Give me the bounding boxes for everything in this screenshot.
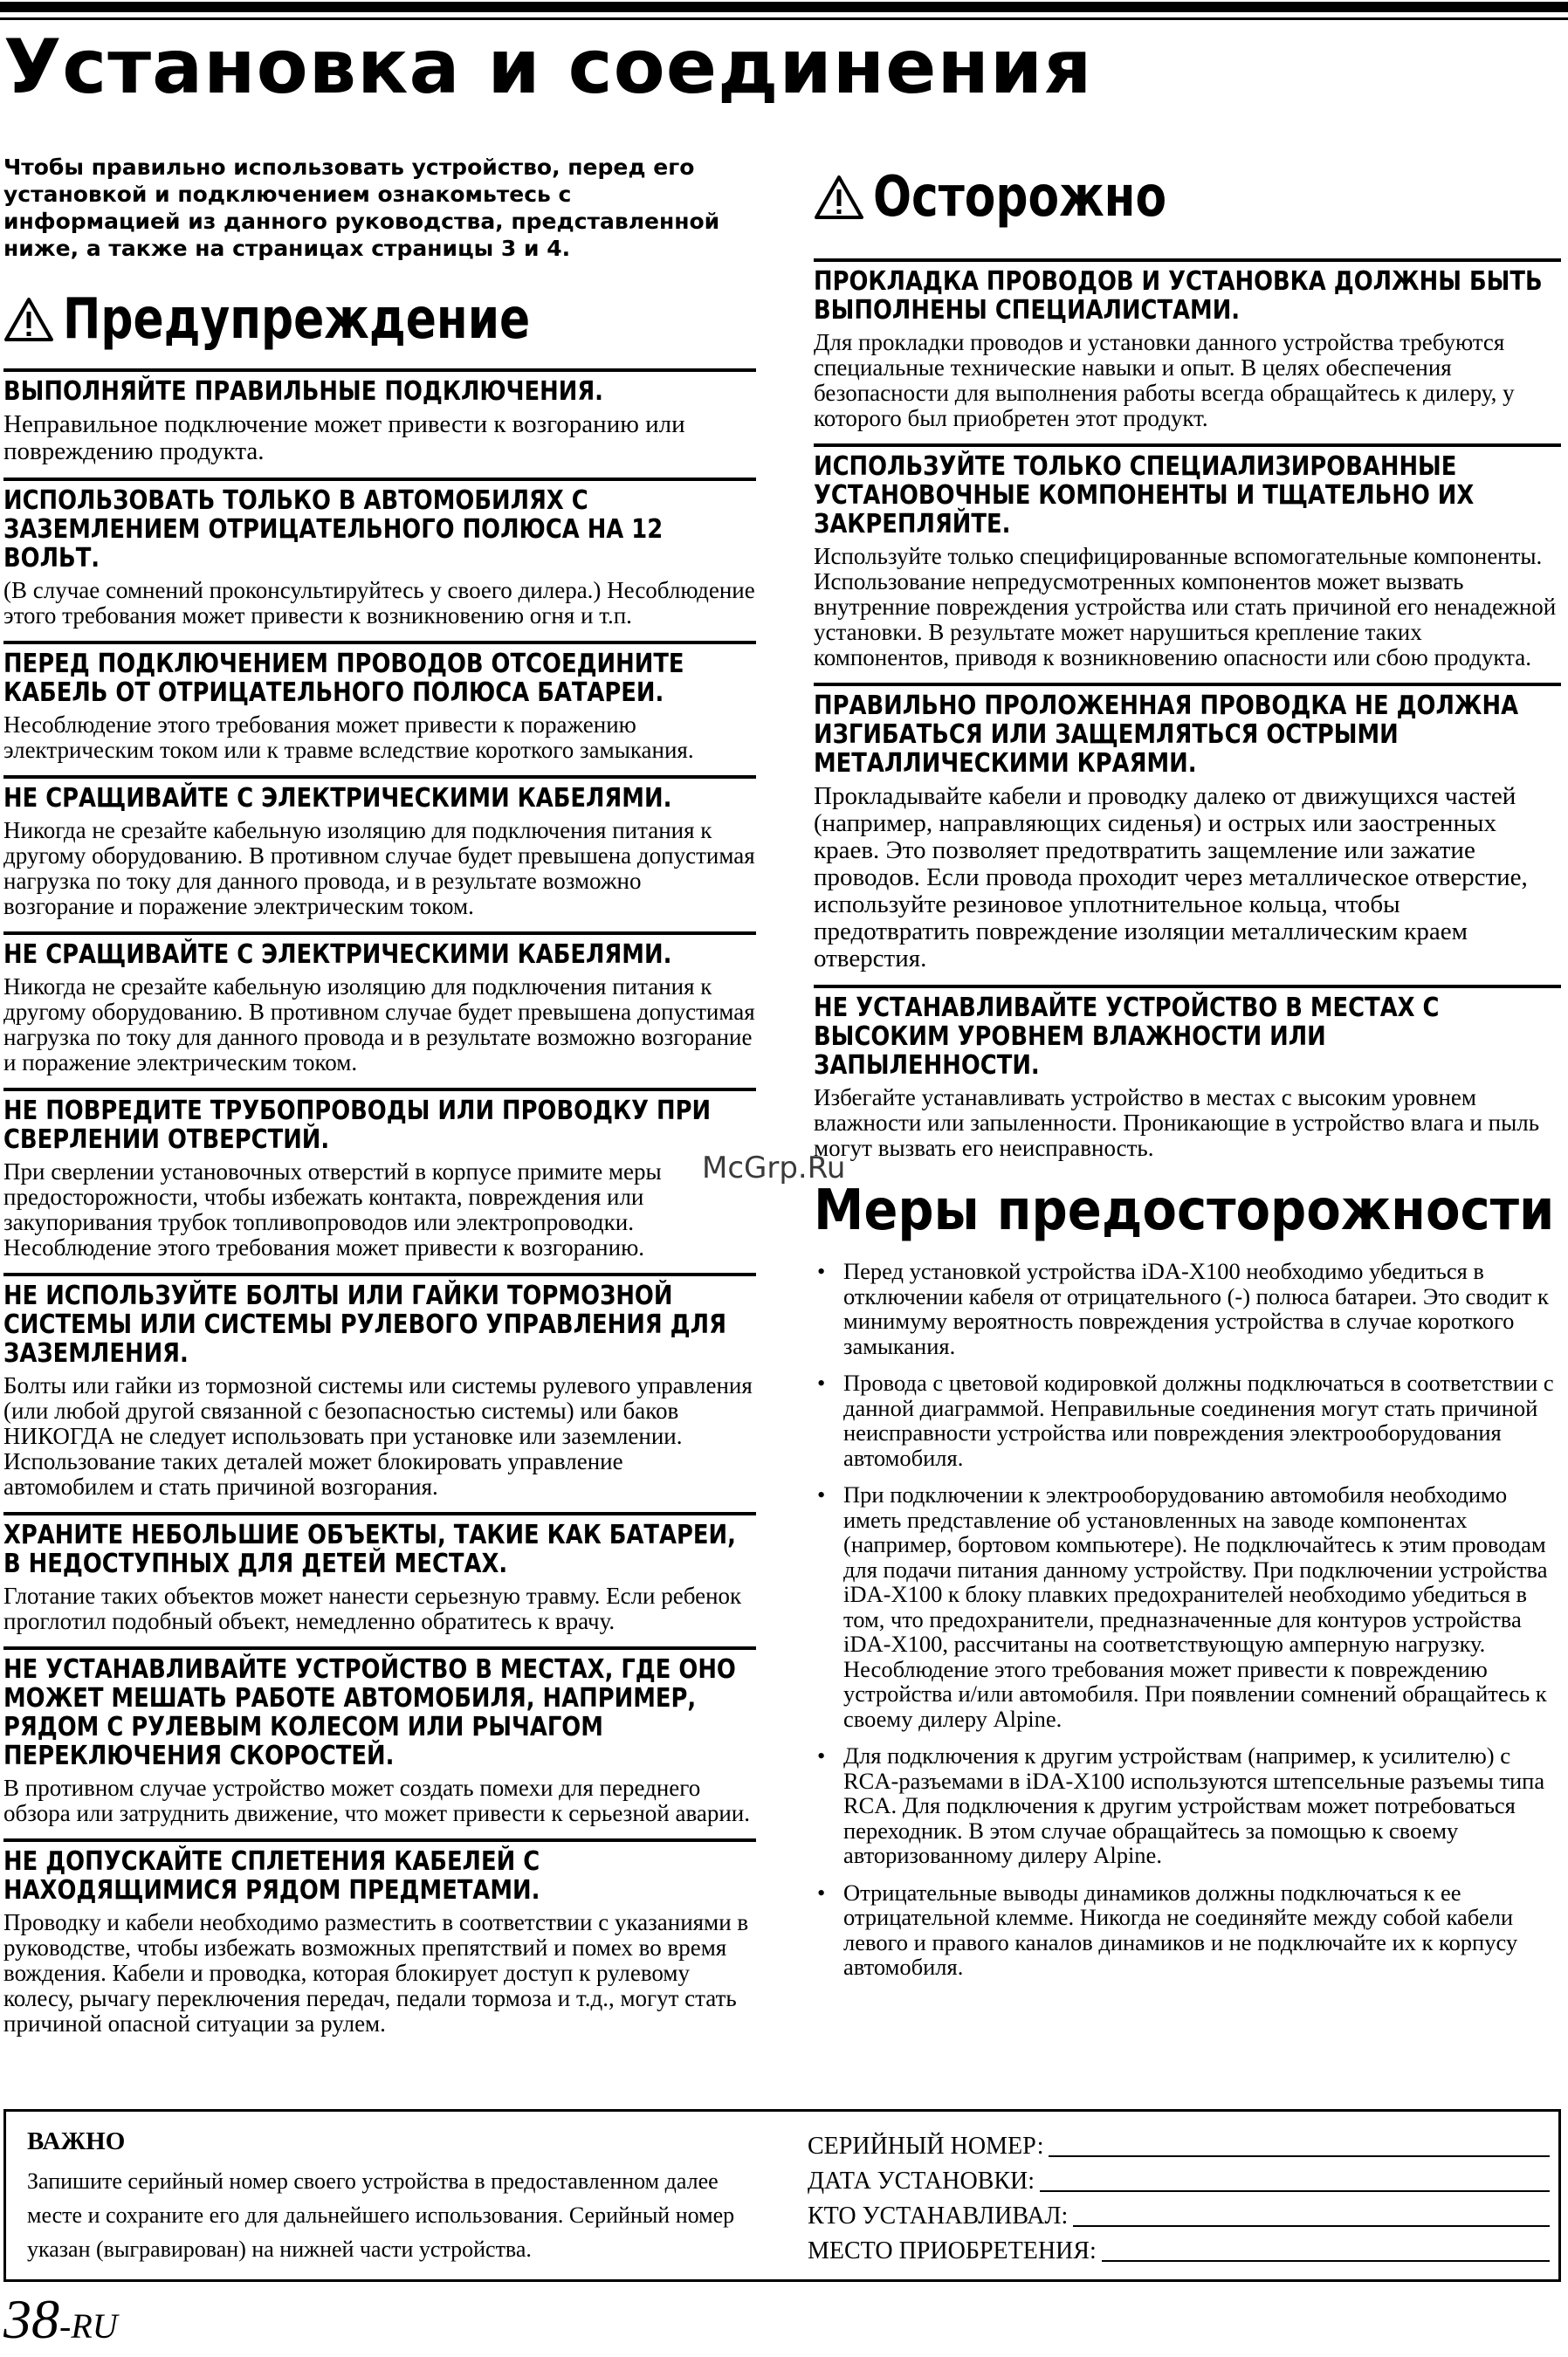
write-line: [1102, 2236, 1550, 2262]
notice-title: НЕ УСТАНАВЛИВАЙТЕ УСТРОЙСТВО В МЕСТАХ, ГДЕ ОНО МОЖЕТ МЕШАТЬ РАБОТЕ АВТОМОБИЛЯ, НАПРИМЕР, РЯДОМ С РУЛЕВЫМ КОЛЕСОМ ИЛИ РЫЧАГОМ ПЕРЕКЛЮЧЕНИЯ СКОРОСТЕЙ.: [3, 1654, 736, 1771]
important-text: Запишите серийный номер своего устройства в предоставленном далее месте и сохраните его для дальнейшего использования. Серийный номер указан (выгравирован) на нижней части устройства.: [27, 2168, 735, 2262]
notice-text: Болты или гайки из тормозной системы или системы рулевого управления (или любой другой связанной с безопасностью системы) или баков НИКОГДА не следует использовать при установке или заземлении. Использование таких деталей может блокировать управление автомобилем и стать причиной возгорания.: [3, 1372, 753, 1500]
field-label: МЕСТО ПРИОБРЕТЕНИЯ:: [808, 2237, 1097, 2264]
notice-text: Глотание таких объектов может нанести серьезную травму. Если ребенок проглотил подобный объект, немедленно обратитесь к врачу.: [3, 1583, 742, 1634]
notice-block: [3, 1273, 756, 1500]
notice-block: [3, 478, 756, 629]
write-line: [1073, 2201, 1550, 2227]
notice-title: ХРАНИТЕ НЕБОЛЬШИЕ ОБЪЕКТЫ, ТАКИЕ КАК БАТАРЕИ, В НЕДОСТУПНЫХ ДЛЯ ДЕТЕЙ МЕСТАХ.: [3, 1520, 736, 1579]
list-item: • Отрицательные выводы динамиков должны подключаться к ее отрицательной клемме. Никогда не соединяйте между собой кабели левого и правого каналов динамиков и не подключайте их к корпусу автомобиля.: [814, 1880, 1561, 1980]
intro-text: Чтобы правильно использовать устройство, перед его установкой и подключением ознакомьтесь с информацией из данного руководства, представленной ниже, а также на страницах страницы 3 и 4.: [3, 155, 720, 261]
warning-triangle-icon: [3, 297, 54, 342]
notice-title: ПРАВИЛЬНО ПРОЛОЖЕННАЯ ПРОВОДКА НЕ ДОЛЖНА ИЗГИБАТЬСЯ ИЛИ ЗАЩЕМЛЯТЬСЯ ОСТРЫМИ МЕТАЛЛИЧЕСКИМИ КРАЯМИ.: [814, 691, 1519, 779]
important-box: [3, 2109, 1561, 2282]
notice-title: ИСПОЛЬЗОВАТЬ ТОЛЬКО В АВТОМОБИЛЯХ С ЗАЗЕМЛЕНИЕМ ОТРИЦАТЕЛЬНОГО ПОЛЮСА НА 12 ВОЛЬТ.: [3, 485, 664, 574]
warning-list: [3, 368, 756, 2037]
notice-title: НЕ ДОПУСКАЙТЕ СПЛЕТЕНИЯ КАБЕЛЕЙ С НАХОДЯЩИМИСЯ РЯДОМ ПРЕДМЕТАМИ.: [3, 1846, 540, 1906]
notice-block: [3, 1646, 756, 1826]
notice-block: [3, 641, 756, 763]
caution-triangle-icon: [814, 175, 864, 220]
notice-block: [3, 775, 756, 919]
notice-title: НЕ СРАЩИВАЙТЕ С ЭЛЕКТРИЧЕСКИМИ КАБЕЛЯМИ.: [3, 783, 672, 814]
install-date-field[interactable]: [808, 2164, 1550, 2199]
notice-block: [3, 368, 756, 465]
measures-heading: Меры предосторожности: [814, 1178, 1555, 1243]
notice-title: ВЫПОЛНЯЙТЕ ПРАВИЛЬНЫЕ ПОДКЛЮЧЕНИЯ.: [3, 376, 603, 407]
registration-fields: [808, 2129, 1550, 2269]
field-label: ДАТА УСТАНОВКИ:: [808, 2168, 1035, 2195]
notice-text: Проводку и кабели необходимо разместить в соответствии с указаниями в руководстве, чтобы избежать возможных препятствий и помех во время вождения. Кабели и проводка, которая блокирует доступ к рулевому колесу, рычагу переключения передач, педали тормоза и т.д., могут стать причиной опасной ситуации за рулем.: [3, 1909, 749, 2037]
notice-text: Прокладывайте кабели и проводку далеко от движущихся частей (например, направляющих сиденья) и острых или заостренных краев. Это позволяет предотвратить защемление или зажатие проводов. Если провода проходит через металлическое отверстие, используйте резиновое уплотнительное кольца, чтобы предотвратить повреждение изоляции металлическим краем отверстия.: [814, 782, 1528, 972]
list-item: • При подключении к электрооборудованию автомобиля необходимо иметь представление об установленных на заводе компонентах (например, бортовом компьютере). Не подключайтесь к этим проводам для подачи питания данному устройству. При подключении устройства iDA-X100 к блоку плавких предохранителей необходимо убедиться в том, что предохранители, предназначенные для контуров устройства iDA-X100, рассчитаны на соответствующую амперную нагрузку. Несоблюдение этого требования может привести к повреждению устройства и/или автомобиля. При появлении сомнений обращайтесь к своему дилеру Alpine.: [814, 1482, 1561, 1731]
list-item: • Провода с цветовой кодировкой должны подключаться в соответствии с данной диаграммой. Неправильные соединения могут стать причиной неисправности устройства или повреждения электрооборудования автомобиля.: [814, 1371, 1561, 1470]
left-column: [3, 150, 756, 2049]
write-line: [1049, 2131, 1550, 2157]
notice-title: НЕ СРАЩИВАЙТЕ С ЭЛЕКТРИЧЕСКИМИ КАБЕЛЯМИ.: [3, 939, 672, 970]
notice-title: ПРОКЛАДКА ПРОВОДОВ И УСТАНОВКА ДОЛЖНЫ БЫТЬ ВЫПОЛНЕНЫ СПЕЦИАЛИСТАМИ.: [814, 266, 1543, 326]
field-label: КТО УСТАНАВЛИВАЛ:: [808, 2202, 1069, 2230]
notice-text: Избегайте устанавливать устройство в местах с высоким уровнем влажности или запыленности. Проникающие в устройство влага и пыль могут вызвать его неисправность.: [814, 1084, 1540, 1161]
notice-text: Несоблюдение этого требования может привести к поражению электрическим током или к травме вследствие короткого замыкания.: [3, 711, 694, 763]
page-suffix: -RU: [59, 2306, 118, 2346]
notice-block: [3, 1088, 756, 1261]
notice-text: Используйте только специфицированные вспомогательные компоненты. Использование непредусмотренных компонентов может вызвать внутренние повреждения устройства или стать причиной его ненадежной установки. В результате может нарушиться крепление таких компонентов, приводя к возникновению опасности или сбою продукта.: [814, 543, 1557, 670]
notice-block: [814, 985, 1561, 1161]
list-item: • Для подключения к другим устройствам (например, к усилителю) с RCA-разъемами в iDA-X100 используются штепсельные разъемы типа RCA. Для подключения к другим устройствам может потребоваться переходник. В этом случае обращайтесь за помощью к своему авторизованному дилеру Alpine.: [814, 1743, 1561, 1868]
notice-text: При сверлении установочных отверстий в корпусе примите меры предосторожности, чтобы избежать контакта, повреждения или закупоривания трубок топливопроводов или электропроводки. Несоблюдение этого требования может привести к возгоранию.: [3, 1158, 662, 1261]
notice-text: Никогда не срезайте кабельную изоляцию для подключения питания к другому оборудованию. В противном случае будет превышена допустимая нагрузка по току для данного провода, и в результате возможно возгорание и поражение электрическим током.: [3, 817, 755, 919]
notice-title: НЕ УСТАНАВЛИВАЙТЕ УСТРОЙСТВО В МЕСТАХ С ВЫСОКИМ УРОВНЕМ ВЛАЖНОСТИ ИЛИ ЗАПЫЛЕННОСТИ.: [814, 993, 1440, 1081]
warning-heading-text: Предупреждение: [63, 287, 531, 352]
serial-number-field[interactable]: [808, 2129, 1550, 2164]
list-item: • Перед установкой устройства iDA-X100 необходимо убедиться в отключении кабеля от отрицательного (-) полюса батареи. Это сводит к минимуму вероятность повреждения устройства в случае короткого замыкания.: [814, 1259, 1561, 1358]
important-note: [27, 2126, 769, 2266]
notice-block: [814, 443, 1561, 670]
write-line: [1040, 2166, 1550, 2192]
page-number-value: 38: [3, 2288, 59, 2350]
notice-title: ПЕРЕД ПОДКЛЮЧЕНИЕМ ПРОВОДОВ ОТСОЕДИНИТЕ КАБЕЛЬ ОТ ОТРИЦАТЕЛЬНОГО ПОЛЮСА БАТАРЕИ.: [3, 649, 684, 708]
purchase-place-field[interactable]: [808, 2234, 1550, 2269]
notice-title: НЕ ИСПОЛЬЗУЙТЕ БОЛТЫ ИЛИ ГАЙКИ ТОРМОЗНОЙ СИСТЕМЫ ИЛИ СИСТЕМЫ РУЛЕВОГО УПРАВЛЕНИЯ ДЛЯ ЗАЗЕМЛЕНИЯ.: [3, 1281, 726, 1369]
page-number: [3, 2289, 118, 2357]
measures-list: [814, 1259, 1561, 1980]
installer-field[interactable]: [808, 2199, 1550, 2234]
caution-heading: [814, 166, 1561, 229]
notice-text: Неправильное подключение может привести к возгоранию или повреждению продукта.: [3, 410, 685, 465]
notice-text: В противном случае устройство может создать помехи для переднего обзора или затруднить движение, что может привести к серьезной аварии.: [3, 1775, 750, 1826]
notice-block: [3, 931, 756, 1075]
page-title: Установка и соединения: [3, 24, 1093, 111]
notice-block: [3, 1512, 756, 1634]
notice-text: (В случае сомнений проконсультируйтесь у своего дилера.) Несоблюдение этого требования может привести к возникновению огня и т.п.: [3, 577, 755, 629]
notice-block: [3, 1838, 756, 2037]
top-rule-thick: [0, 2, 1568, 12]
notice-block: [814, 258, 1561, 431]
important-title: ВАЖНО: [27, 2127, 126, 2155]
notice-text: Никогда не срезайте кабельную изоляцию для подключения питания к другому оборудованию. В противном случае будет превышена допустимая нагрузка по току для данного провода и в результате возможно возгорание и поражение электрическим током.: [3, 973, 755, 1075]
notice-title: НЕ ПОВРЕДИТЕ ТРУБОПРОВОДЫ ИЛИ ПРОВОДКУ ПРИ СВЕРЛЕНИИ ОТВЕРСТИЙ.: [3, 1096, 712, 1155]
warning-heading: [3, 288, 756, 351]
notice-text: Для прокладки проводов и установки данного устройства требуются специальные технические навыки и опыт. В целях обеспечения безопасности для выполнения работы всегда обращайтесь к дилеру, у которого был приобретен этот продукт.: [814, 329, 1515, 431]
notice-block: [814, 683, 1561, 972]
right-column: [814, 166, 1561, 1992]
notice-title: ИСПОЛЬЗУЙТЕ ТОЛЬКО СПЕЦИАЛИЗИРОВАННЫЕ УСТАНОВОЧНЫЕ КОМПОНЕНТЫ И ТЩАТЕЛЬНО ИХ ЗАКРЕПЛЯЙТЕ.: [814, 451, 1475, 539]
watermark-text: McGrp.Ru: [702, 1151, 846, 1185]
field-label: СЕРИЙНЫЙ НОМЕР:: [808, 2133, 1044, 2160]
caution-list: [814, 258, 1561, 1161]
caution-heading-text: Осторожно: [873, 165, 1167, 230]
